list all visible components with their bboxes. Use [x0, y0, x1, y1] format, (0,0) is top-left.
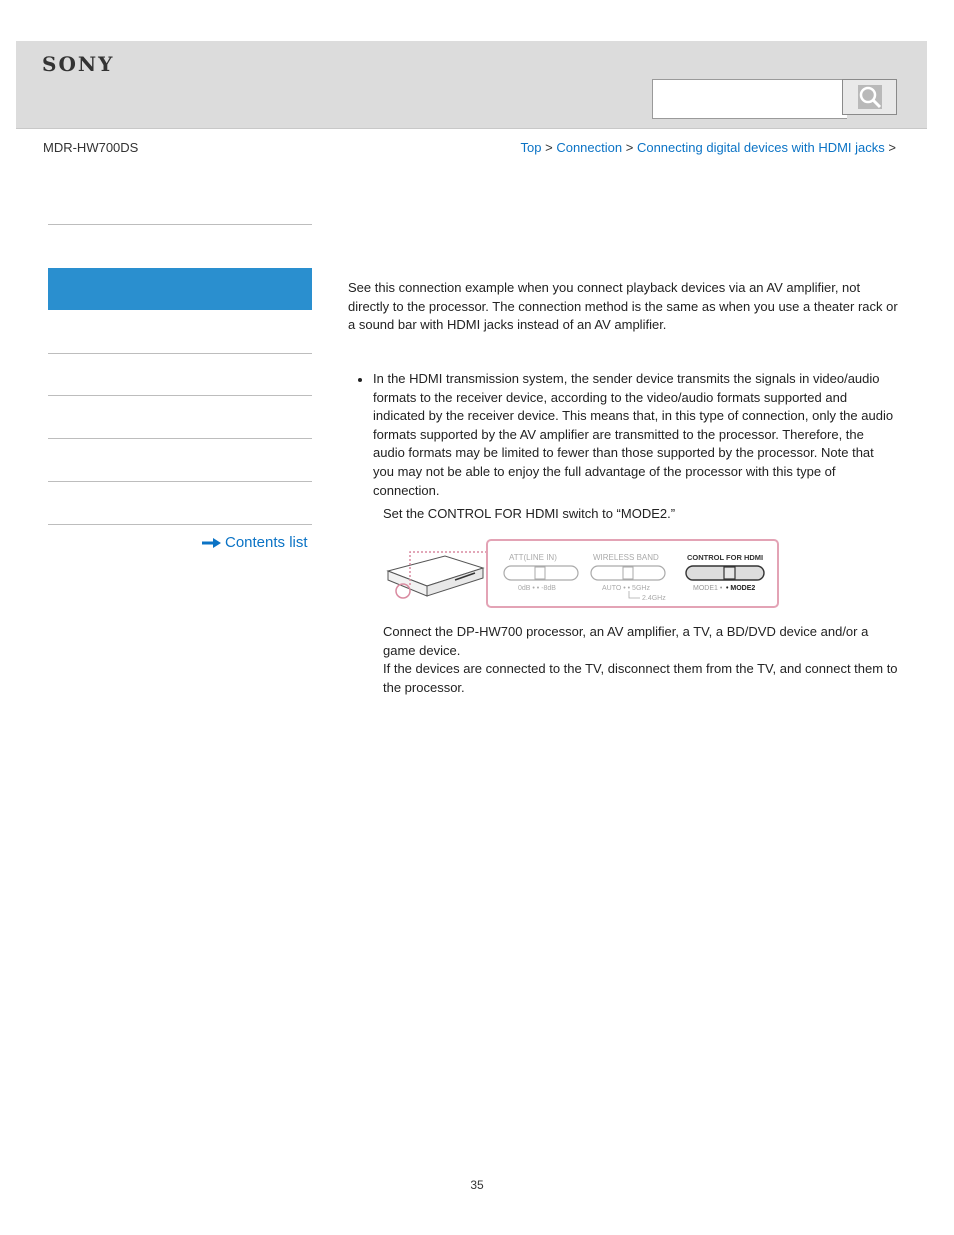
breadcrumb-hdmi[interactable]: Connecting digital devices with HDMI jacks [636, 140, 885, 155]
breadcrumb-separator: > [625, 140, 634, 155]
sony-logo[interactable]: SONY [42, 52, 115, 76]
control-title: CONTROL FOR HDMI [687, 553, 764, 562]
sidebar-divider [48, 481, 312, 482]
sidebar-divider [48, 438, 312, 439]
step-2-line-2: If the devices are connected to the TV, disconnect them from the TV, and connect them to the processor. [383, 661, 898, 695]
site-header [16, 41, 927, 129]
att-labels: 0dB • • -8dB [518, 585, 556, 592]
sidebar-item-active[interactable] [48, 268, 312, 310]
arrow-right-icon [202, 538, 221, 548]
control-mode1: MODE1 • [693, 585, 723, 592]
breadcrumb [521, 140, 896, 155]
step-2-text [383, 623, 903, 697]
wireless-title: WIRELESS BAND [593, 553, 659, 562]
breadcrumb-separator: > [888, 140, 896, 155]
sidebar-divider [48, 395, 312, 396]
breadcrumb-connection[interactable]: Connection [556, 140, 623, 155]
intro-text: See this connection example when you connect playback devices via an AV amplifier, not directly to the processor. The connection method is the same as when you use a theater rack or a sound bar with HDMI jacks instead of an AV amplifier. [348, 280, 898, 333]
breadcrumb-top[interactable]: Top [520, 140, 542, 155]
wireless-sub: 2.4GHz [642, 595, 666, 602]
search-button[interactable] [842, 79, 897, 115]
wireless-labels: AUTO • • 5GHz [602, 585, 650, 592]
search-input[interactable] [652, 79, 847, 119]
switch-panel-illustration [383, 538, 780, 610]
note-item: In the HDMI transmission system, the sender device transmits the signals in video/audio formats to the receiver device, according to the video/audio formats supported and indicated by the receiver device. This means that, in this type of connection, only the audio formats supported by the AV amplifier are transmitted to the processor. Therefore, the audio formats may be limited to fewer than those supported by the processor. Note that you may not be able to enjoy the full advantage of the processor with this type of connection. [356, 370, 896, 500]
sidebar-divider [48, 524, 312, 525]
step-2-line-1: Connect the DP-HW700 processor, an AV amplifier, a TV, a BD/DVD device and/or a game device. [383, 624, 869, 658]
control-mode2: • MODE2 [726, 585, 756, 592]
sidebar-divider [48, 353, 312, 354]
sidebar-divider [48, 224, 312, 225]
search-icon [857, 84, 883, 110]
contents-list-link[interactable] [202, 534, 308, 551]
page-number: 35 [470, 1178, 484, 1192]
processor-device-icon [388, 556, 483, 598]
breadcrumb-separator: > [545, 140, 553, 155]
att-title: ATT(LINE IN) [509, 553, 557, 562]
note-list [356, 370, 896, 500]
contents-list-label: Contents list [225, 534, 308, 551]
model-name: MDR-HW700DS [43, 140, 139, 155]
step-1-text: Set the CONTROL FOR HDMI switch to “MODE2.” [383, 506, 676, 521]
